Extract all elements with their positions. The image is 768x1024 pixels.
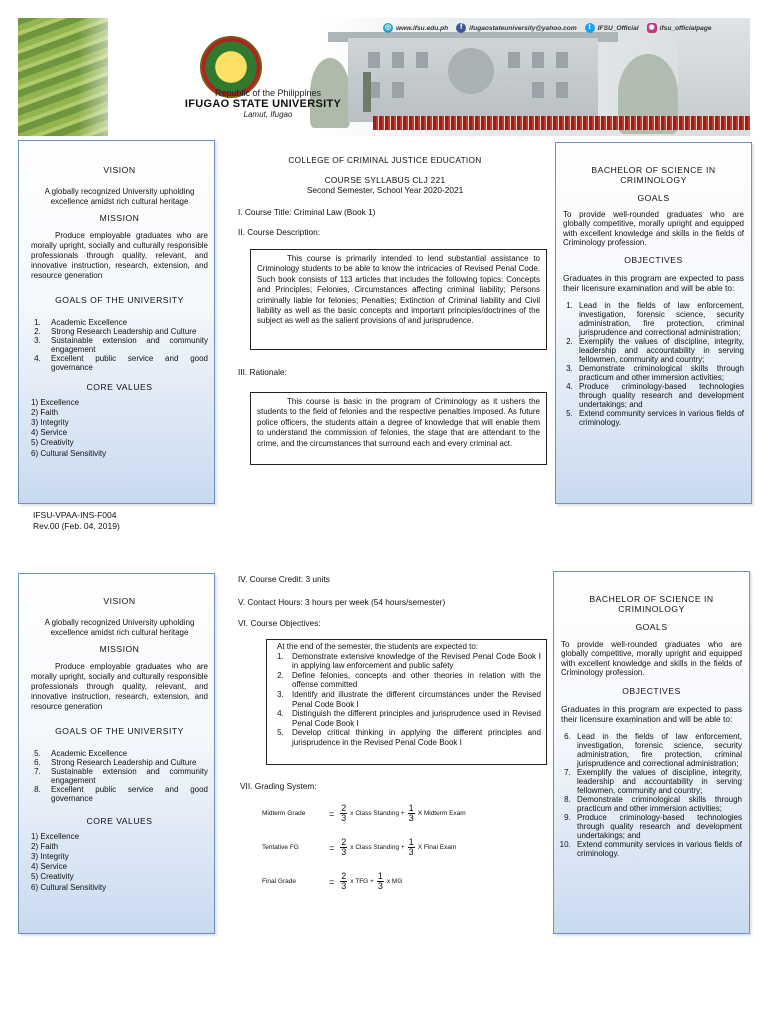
goals-title: GOALS OF THE UNIVERSITY [55,294,184,305]
list-item: 8. Demonstrate criminological skills through practicum and other immersion activities; [573,796,742,814]
contact-website[interactable] [383,23,448,33]
fraction [408,838,415,857]
twitter-icon: t [585,23,595,33]
list-item: 2) Faith [31,841,59,851]
formula-term: x TFG + [350,878,374,885]
list-item: 4) Service [31,862,68,872]
formula-midterm [262,804,466,823]
list-item: 4) Service [31,428,68,438]
list-item: 2. Strong Research Leadership and Culture [43,328,208,337]
core-values-list [31,832,208,893]
list-item: 3. Identify and illustrate the different circumstances under the Revised Penal Code Book I [286,690,541,709]
program-title: BACHELOR OF SCIENCE IN CRIMINOLOGY [591,165,716,186]
goals-list [43,319,208,373]
program-objectives-title: OBJECTIVES [624,255,683,265]
course-credit: IV. Course Credit: 3 units [238,574,330,584]
fraction-numerator: 2 [341,803,347,813]
syllabus-title: COURSE SYLLABUS CLJ 221 [324,175,446,185]
mission-title: MISSION [99,643,140,654]
fraction [340,838,347,857]
university-building-image [348,38,598,122]
list-item: 3) Integrity [31,417,69,427]
fraction-numerator: 1 [377,871,383,881]
fraction-numerator: 2 [341,837,347,847]
goals-title: GOALS OF THE UNIVERSITY [55,725,184,736]
program-objectives-list [575,302,744,427]
university-name: IFUGAO STATE UNIVERSITY [184,98,342,110]
list-item: 6. Lead in the fields of law enforcement, investigation, forensic science, security administration, fire protection, criminal jurisprudence and correctional administration; [573,733,742,769]
course-description-text: This course is primarily intended to lend substantial assistance to Criminology students to be able to know the intricacies of Revised Penal Code. Such book consists of 113 articles that includes the following topics: Concepts and Principles; Felonies, Circumstances affecting criminal liability; Persons criminally liable for felonies; Penalties; Extinction of Criminal liability and Civil liability as well as the basic concepts and important principles/doctrines of the subject as well as the salient provisions of and jurisprudence. [257,254,540,326]
college-title: COLLEGE OF CRIMINAL JUSTICE EDUCATION [288,155,482,165]
formula-equals: = [329,842,335,853]
left-panel-page2 [18,573,215,934]
formula-label: Final Grade [262,878,296,885]
fraction-denominator: 3 [377,881,383,891]
list-item: 7. Sustainable extension and community engagement [43,768,208,786]
vision-title: VISION [103,165,136,175]
fraction-numerator: 1 [408,837,414,847]
list-item: 2. Define felonies, concepts and other theories in relation with the offense committed [286,671,541,690]
list-item: 8. Excellent public service and good governance [43,786,208,804]
formula-term: x MG [386,878,403,885]
list-item: 4. Distinguish the different principles and jurisprudence used in Revised Penal Code Book I [286,709,541,728]
rationale-box [250,392,547,465]
program-objectives-intro: Graduates in this program are expected to pass their licensure examination and will be able to: [563,273,744,294]
core-values-title: CORE VALUES [86,815,153,826]
core-values-list [31,398,208,459]
rationale-label: III. Rationale: [238,367,287,377]
course-description-label: II. Course Description: [238,227,321,237]
contact-instagram-text: ifsu_officialpage [659,24,712,32]
contact-twitter[interactable] [585,23,639,33]
course-objectives-intro: At the end of the semester, the students are expected to: [277,642,479,651]
course-title: I. Course Title: Criminal Law (Book 1) [238,207,376,217]
formula-label: Midterm Grade [262,810,306,817]
course-objectives-label: VI. Course Objectives: [238,618,321,628]
semester-text: Second Semester, School Year 2020-2021 [306,185,464,195]
fraction-denominator: 3 [341,881,347,891]
formula-term: X Final Exam [417,844,457,851]
list-item: 6) Cultural Sensitivity [31,882,107,892]
republic-text: Republic of the Philippines [214,88,322,98]
program-goals-text: To provide well-rounded graduates who are globally competitive, morally upright and equipped with excellent knowledge and skills in the fields of Criminology profession. [561,639,742,678]
vision-text: A globally recognized University upholding excellence amidst rich cultural heritage [44,187,195,207]
decorative-red-strip [373,116,750,130]
goals-list [43,750,208,804]
program-objectives-list [573,733,742,858]
rationale-text: This course is basic in the program of Criminology as it ushers the students to the field of felonies and the respective penalties imposed. As future police officers, the students attain a degree of knowledge that will enable them to understand the commission of felonies, the stage that are attendant to the crime, and the circumstances that surround each and every criminal act. [257,397,540,448]
list-item: 5. Academic Excellence [43,750,208,759]
formula-term: x Class Standing + [350,844,405,851]
fraction [408,804,415,823]
list-item: 3) Integrity [31,851,69,861]
fraction [377,872,384,891]
mission-title: MISSION [99,212,140,223]
list-item: 1. Demonstrate extensive knowledge of the Revised Penal Code Book I in applying law enforcement and public safety [286,652,541,671]
formula-equals: = [329,808,335,819]
fraction-numerator: 1 [408,803,414,813]
program-objectives-intro: Graduates in this program are expected to pass their licensure examination and will be able to: [561,704,742,725]
program-title: BACHELOR OF SCIENCE IN CRIMINOLOGY [589,594,714,615]
fraction-denominator: 3 [341,813,347,823]
right-panel-page2 [553,571,750,934]
course-objectives-box [266,639,547,765]
list-item: 5) Creativity [31,438,74,448]
list-item: 1. Lead in the fields of law enforcement, investigation, forensic science, security administration, fire protection, criminal jurisprudence and correctional administration; [575,302,744,338]
right-panel-page1 [555,142,752,504]
list-item: 5. Extend community services in various fields of criminology. [575,410,744,428]
facebook-icon: f [456,23,466,33]
contact-instagram[interactable] [647,23,712,33]
grading-system-label: VII. Grading System: [240,781,317,791]
list-item: 2. Exemplify the values of discipline, integrity, leadership and accountability in serving fellowmen, community and country; [575,338,744,365]
program-objectives-title: OBJECTIVES [622,686,681,696]
fraction [340,804,347,823]
program-goals-text: To provide well-rounded graduates who are globally competitive, morally upright and equipped with excellent knowledge and skills in the fields of Criminology profession. [563,209,744,248]
instagram-icon: ◉ [648,24,655,31]
list-item: 4. Produce criminology-based technologies through quality research and development undertakings; and [575,383,744,410]
fraction-denominator: 3 [408,847,414,857]
course-objectives-list [286,652,541,748]
university-location: Lamut, Ifugao [243,110,293,119]
fraction-numerator: 2 [341,871,347,881]
mission-text: Produce employable graduates who are morally upright, socially and culturally responsible professionals through quality, relevant, and innovative instruction, research, extension, and resource generation [31,661,208,711]
core-values-title: CORE VALUES [86,381,153,392]
banner-fade [78,18,138,136]
program-goals-title: GOALS [635,621,668,632]
list-item: 4. Excellent public service and good governance [43,355,208,373]
globe-icon: ◎ [384,24,392,31]
list-item: 9. Produce criminology-based technologies through quality research and development undertakings; and [573,814,742,841]
fraction-denominator: 3 [341,847,347,857]
flagpole [363,72,371,112]
list-item: 6. Strong Research Leadership and Culture [43,759,208,768]
formula-term: x Class Standing + [350,810,405,817]
list-item: 1. Academic Excellence [43,319,208,328]
left-panel-page1 [18,140,215,504]
program-goals-title: GOALS [637,192,670,203]
formula-term: X Midterm Exam [417,810,466,817]
formula-final [262,872,402,891]
course-description-box [250,249,547,350]
list-item: 3. Demonstrate criminological skills through practicum and other immersion activities; [575,365,744,383]
contact-facebook-text: ifugaostateuniversity@yahoo.com [469,24,577,32]
list-item: 3. Sustainable extension and community engagement [43,337,208,355]
contact-twitter-text: IFSU_Official [597,24,639,32]
list-item: 1) Excellence [31,831,80,841]
list-item: 5) Creativity [31,872,74,882]
mission-text: Produce employable graduates who are morally upright, socially and culturally responsible professionals through quality, relevant, and innovative instruction, research, extension, and resource generation [31,230,208,280]
contact-hours: V. Contact Hours: 3 hours per week (54 hours/semester) [238,597,446,607]
list-item: 1) Excellence [31,397,80,407]
contact-facebook[interactable] [456,23,577,33]
list-item: 6) Cultural Sensitivity [31,448,107,458]
list-item: 7. Exemplify the values of discipline, integrity, leadership and accountability in serving fellowmen, community and country; [573,769,742,796]
header-banner [18,18,750,136]
formula-equals: = [329,876,335,887]
formula-label: Tentative FG [262,844,299,851]
fraction [340,872,347,891]
fraction-denominator: 3 [408,813,414,823]
vision-title: VISION [103,596,136,606]
form-revision: Rev.00 (Feb. 04, 2019) [33,521,120,531]
vision-text: A globally recognized University upholding excellence amidst rich cultural heritage [44,618,195,638]
formula-tentative [262,838,456,857]
list-item: 2) Faith [31,407,59,417]
list-item: 5. Develop critical thinking in applying the different principles and jurisprudence in the Revised Penal Code Book I [286,728,541,747]
contact-website-text: www.ifsu.edu.ph [396,24,449,32]
list-item: 10. Extend community services in various fields of criminology. [573,841,742,859]
form-code: IFSU-VPAA-INS-F004 [33,510,117,520]
contact-bar [383,21,712,35]
